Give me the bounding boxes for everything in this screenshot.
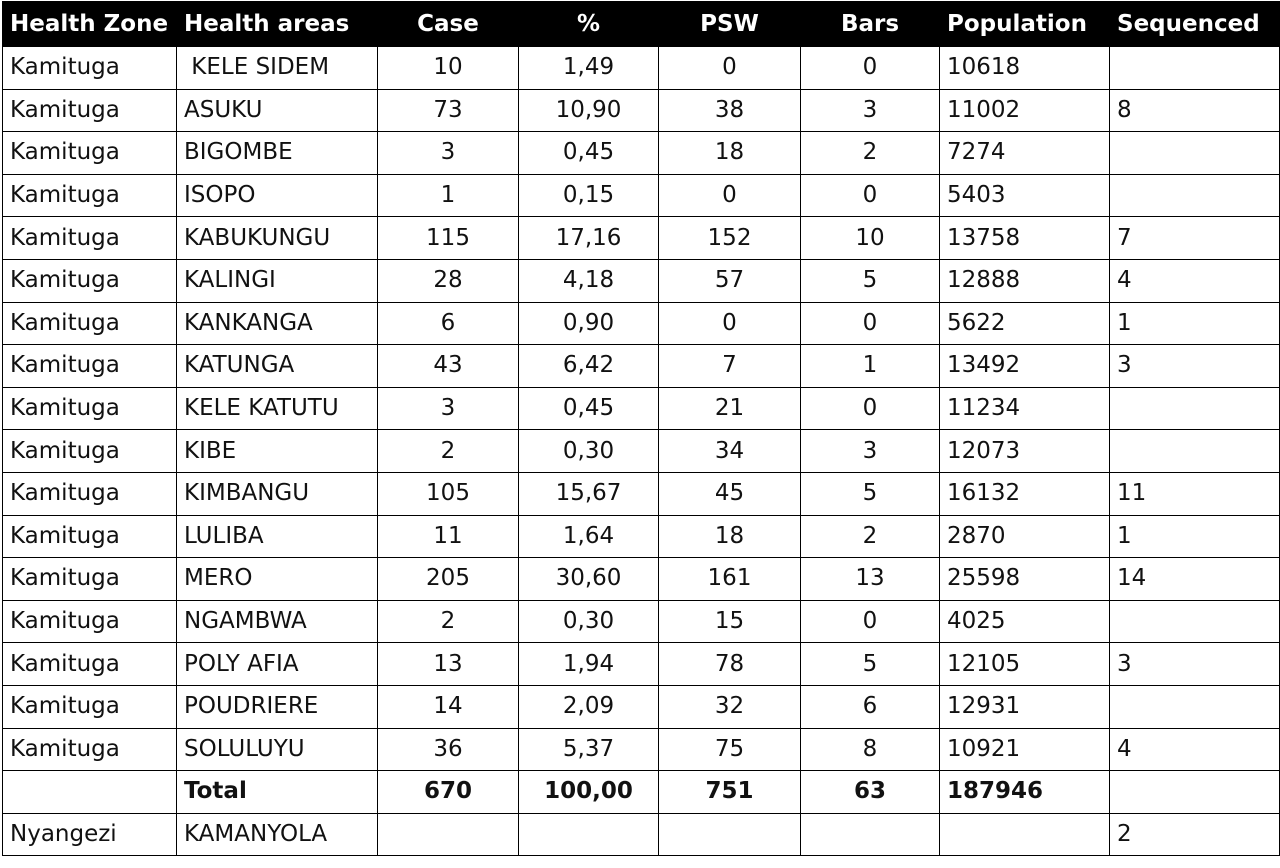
header-health-zone: Health Zone <box>3 2 177 47</box>
population-cell: 12073 <box>940 430 1110 473</box>
percent-cell: 100,00 <box>519 771 659 814</box>
sequenced-cell: 3 <box>1110 345 1280 388</box>
table-body <box>3 47 1280 856</box>
population-cell: 10618 <box>940 47 1110 90</box>
bars-cell: 13 <box>801 558 940 601</box>
table-row <box>3 430 1280 473</box>
table-row <box>3 813 1280 856</box>
sequenced-cell: 11 <box>1110 472 1280 515</box>
psw-cell: 0 <box>659 302 801 345</box>
bars-cell: 5 <box>801 259 940 302</box>
table-header-row <box>3 2 1280 47</box>
bars-cell: 3 <box>801 430 940 473</box>
table-row <box>3 47 1280 90</box>
health-zone-cell: Kamituga <box>3 47 177 90</box>
health-area-cell: KATUNGA <box>177 345 378 388</box>
health-zone-cell: Kamituga <box>3 643 177 686</box>
case-cell: 3 <box>378 132 519 175</box>
sequenced-cell: 2 <box>1110 813 1280 856</box>
health-area-cell: POLY AFIA <box>177 643 378 686</box>
percent-cell: 15,67 <box>519 472 659 515</box>
percent-cell: 2,09 <box>519 685 659 728</box>
health-zone-cell <box>3 771 177 814</box>
population-cell: 2870 <box>940 515 1110 558</box>
bars-cell: 8 <box>801 728 940 771</box>
population-cell: 187946 <box>940 771 1110 814</box>
health-area-cell: KELE KATUTU <box>177 387 378 430</box>
bars-cell: 0 <box>801 174 940 217</box>
health-zone-cell: Kamituga <box>3 89 177 132</box>
percent-cell: 0,90 <box>519 302 659 345</box>
sequenced-cell <box>1110 174 1280 217</box>
case-cell: 28 <box>378 259 519 302</box>
percent-cell: 0,30 <box>519 430 659 473</box>
table-row <box>3 728 1280 771</box>
psw-cell: 57 <box>659 259 801 302</box>
header-population: Population <box>940 2 1110 47</box>
sequenced-cell <box>1110 132 1280 175</box>
population-cell <box>940 813 1110 856</box>
health-area-cell: ISOPO <box>177 174 378 217</box>
health-area-cell: LULIBA <box>177 515 378 558</box>
percent-cell: 0,45 <box>519 132 659 175</box>
sequenced-cell: 8 <box>1110 89 1280 132</box>
table-row <box>3 515 1280 558</box>
population-cell: 10921 <box>940 728 1110 771</box>
case-cell: 36 <box>378 728 519 771</box>
percent-cell: 0,30 <box>519 600 659 643</box>
bars-cell: 0 <box>801 302 940 345</box>
table-row <box>3 259 1280 302</box>
bars-cell: 5 <box>801 643 940 686</box>
case-cell: 105 <box>378 472 519 515</box>
percent-cell: 10,90 <box>519 89 659 132</box>
table-row <box>3 174 1280 217</box>
health-areas-table <box>2 1 1280 856</box>
health-area-cell: KIBE <box>177 430 378 473</box>
header-percent: % <box>519 2 659 47</box>
population-cell: 25598 <box>940 558 1110 601</box>
sequenced-cell: 4 <box>1110 728 1280 771</box>
sequenced-cell: 14 <box>1110 558 1280 601</box>
percent-cell: 6,42 <box>519 345 659 388</box>
psw-cell: 21 <box>659 387 801 430</box>
health-zone-cell: Kamituga <box>3 259 177 302</box>
health-zone-cell: Kamituga <box>3 387 177 430</box>
health-zone-cell: Kamituga <box>3 302 177 345</box>
health-zone-cell: Kamituga <box>3 558 177 601</box>
sequenced-cell: 4 <box>1110 259 1280 302</box>
psw-cell: 161 <box>659 558 801 601</box>
health-area-cell: KIMBANGU <box>177 472 378 515</box>
table-row <box>3 643 1280 686</box>
sequenced-cell: 3 <box>1110 643 1280 686</box>
population-cell: 13758 <box>940 217 1110 260</box>
health-area-cell: SOLULUYU <box>177 728 378 771</box>
table-row <box>3 89 1280 132</box>
case-cell: 670 <box>378 771 519 814</box>
header-case: Case <box>378 2 519 47</box>
health-zone-cell: Kamituga <box>3 472 177 515</box>
percent-cell: 17,16 <box>519 217 659 260</box>
health-zone-cell: Kamituga <box>3 345 177 388</box>
case-cell: 10 <box>378 47 519 90</box>
bars-cell: 10 <box>801 217 940 260</box>
health-area-cell: NGAMBWA <box>177 600 378 643</box>
case-cell: 13 <box>378 643 519 686</box>
psw-cell: 45 <box>659 472 801 515</box>
population-cell: 11002 <box>940 89 1110 132</box>
table-row <box>3 600 1280 643</box>
psw-cell: 75 <box>659 728 801 771</box>
sequenced-cell <box>1110 430 1280 473</box>
percent-cell: 1,64 <box>519 515 659 558</box>
psw-cell: 0 <box>659 47 801 90</box>
health-area-cell: MERO <box>177 558 378 601</box>
table-row <box>3 217 1280 260</box>
case-cell: 73 <box>378 89 519 132</box>
health-area-cell: BIGOMBE <box>177 132 378 175</box>
percent-cell: 5,37 <box>519 728 659 771</box>
case-cell: 115 <box>378 217 519 260</box>
bars-cell: 0 <box>801 47 940 90</box>
table-row <box>3 685 1280 728</box>
health-zone-cell: Nyangezi <box>3 813 177 856</box>
psw-cell: 15 <box>659 600 801 643</box>
table-row <box>3 387 1280 430</box>
psw-cell <box>659 813 801 856</box>
case-cell <box>378 813 519 856</box>
bars-cell: 0 <box>801 387 940 430</box>
health-area-cell: KANKANGA <box>177 302 378 345</box>
sequenced-cell: 1 <box>1110 302 1280 345</box>
psw-cell: 78 <box>659 643 801 686</box>
psw-cell: 7 <box>659 345 801 388</box>
sequenced-cell <box>1110 47 1280 90</box>
health-area-cell: KAMANYOLA <box>177 813 378 856</box>
percent-cell: 0,15 <box>519 174 659 217</box>
population-cell: 4025 <box>940 600 1110 643</box>
case-cell: 14 <box>378 685 519 728</box>
percent-cell: 30,60 <box>519 558 659 601</box>
population-cell: 7274 <box>940 132 1110 175</box>
population-cell: 12931 <box>940 685 1110 728</box>
case-cell: 2 <box>378 430 519 473</box>
health-zone-cell: Kamituga <box>3 685 177 728</box>
percent-cell: 0,45 <box>519 387 659 430</box>
health-area-cell: ASUKU <box>177 89 378 132</box>
health-area-cell: POUDRIERE <box>177 685 378 728</box>
population-cell: 12888 <box>940 259 1110 302</box>
health-area-cell: KELE SIDEM <box>177 47 378 90</box>
population-cell: 5622 <box>940 302 1110 345</box>
bars-cell: 0 <box>801 600 940 643</box>
psw-cell: 34 <box>659 430 801 473</box>
psw-cell: 38 <box>659 89 801 132</box>
case-cell: 43 <box>378 345 519 388</box>
health-zone-cell: Kamituga <box>3 132 177 175</box>
health-zone-cell: Kamituga <box>3 430 177 473</box>
health-zone-cell: Kamituga <box>3 174 177 217</box>
header-bars: Bars <box>801 2 940 47</box>
health-zone-cell: Kamituga <box>3 600 177 643</box>
psw-cell: 751 <box>659 771 801 814</box>
sequenced-cell <box>1110 600 1280 643</box>
health-area-cell: KABUKUNGU <box>177 217 378 260</box>
bars-cell: 1 <box>801 345 940 388</box>
case-cell: 3 <box>378 387 519 430</box>
health-zone-cell: Kamituga <box>3 217 177 260</box>
table-row <box>3 472 1280 515</box>
health-area-cell: KALINGI <box>177 259 378 302</box>
table-row <box>3 132 1280 175</box>
health-zone-cell: Kamituga <box>3 515 177 558</box>
sequenced-cell <box>1110 387 1280 430</box>
case-cell: 6 <box>378 302 519 345</box>
table-row <box>3 302 1280 345</box>
population-cell: 13492 <box>940 345 1110 388</box>
case-cell: 1 <box>378 174 519 217</box>
case-cell: 11 <box>378 515 519 558</box>
bars-cell: 63 <box>801 771 940 814</box>
percent-cell <box>519 813 659 856</box>
psw-cell: 152 <box>659 217 801 260</box>
bars-cell: 3 <box>801 89 940 132</box>
case-cell: 205 <box>378 558 519 601</box>
sequenced-cell: 7 <box>1110 217 1280 260</box>
table-row <box>3 345 1280 388</box>
bars-cell: 2 <box>801 515 940 558</box>
health-zone-cell: Kamituga <box>3 728 177 771</box>
header-sequenced: Sequenced <box>1110 2 1280 47</box>
percent-cell: 1,94 <box>519 643 659 686</box>
population-cell: 11234 <box>940 387 1110 430</box>
population-cell: 12105 <box>940 643 1110 686</box>
population-cell: 5403 <box>940 174 1110 217</box>
sequenced-cell: 1 <box>1110 515 1280 558</box>
bars-cell <box>801 813 940 856</box>
table-row <box>3 558 1280 601</box>
health-area-cell: Total <box>177 771 378 814</box>
case-cell: 2 <box>378 600 519 643</box>
sequenced-cell <box>1110 771 1280 814</box>
bars-cell: 6 <box>801 685 940 728</box>
psw-cell: 18 <box>659 132 801 175</box>
bars-cell: 2 <box>801 132 940 175</box>
psw-cell: 18 <box>659 515 801 558</box>
total-row <box>3 771 1280 814</box>
percent-cell: 4,18 <box>519 259 659 302</box>
header-psw: PSW <box>659 2 801 47</box>
percent-cell: 1,49 <box>519 47 659 90</box>
psw-cell: 0 <box>659 174 801 217</box>
header-health-areas: Health areas <box>177 2 378 47</box>
psw-cell: 32 <box>659 685 801 728</box>
bars-cell: 5 <box>801 472 940 515</box>
population-cell: 16132 <box>940 472 1110 515</box>
sequenced-cell <box>1110 685 1280 728</box>
